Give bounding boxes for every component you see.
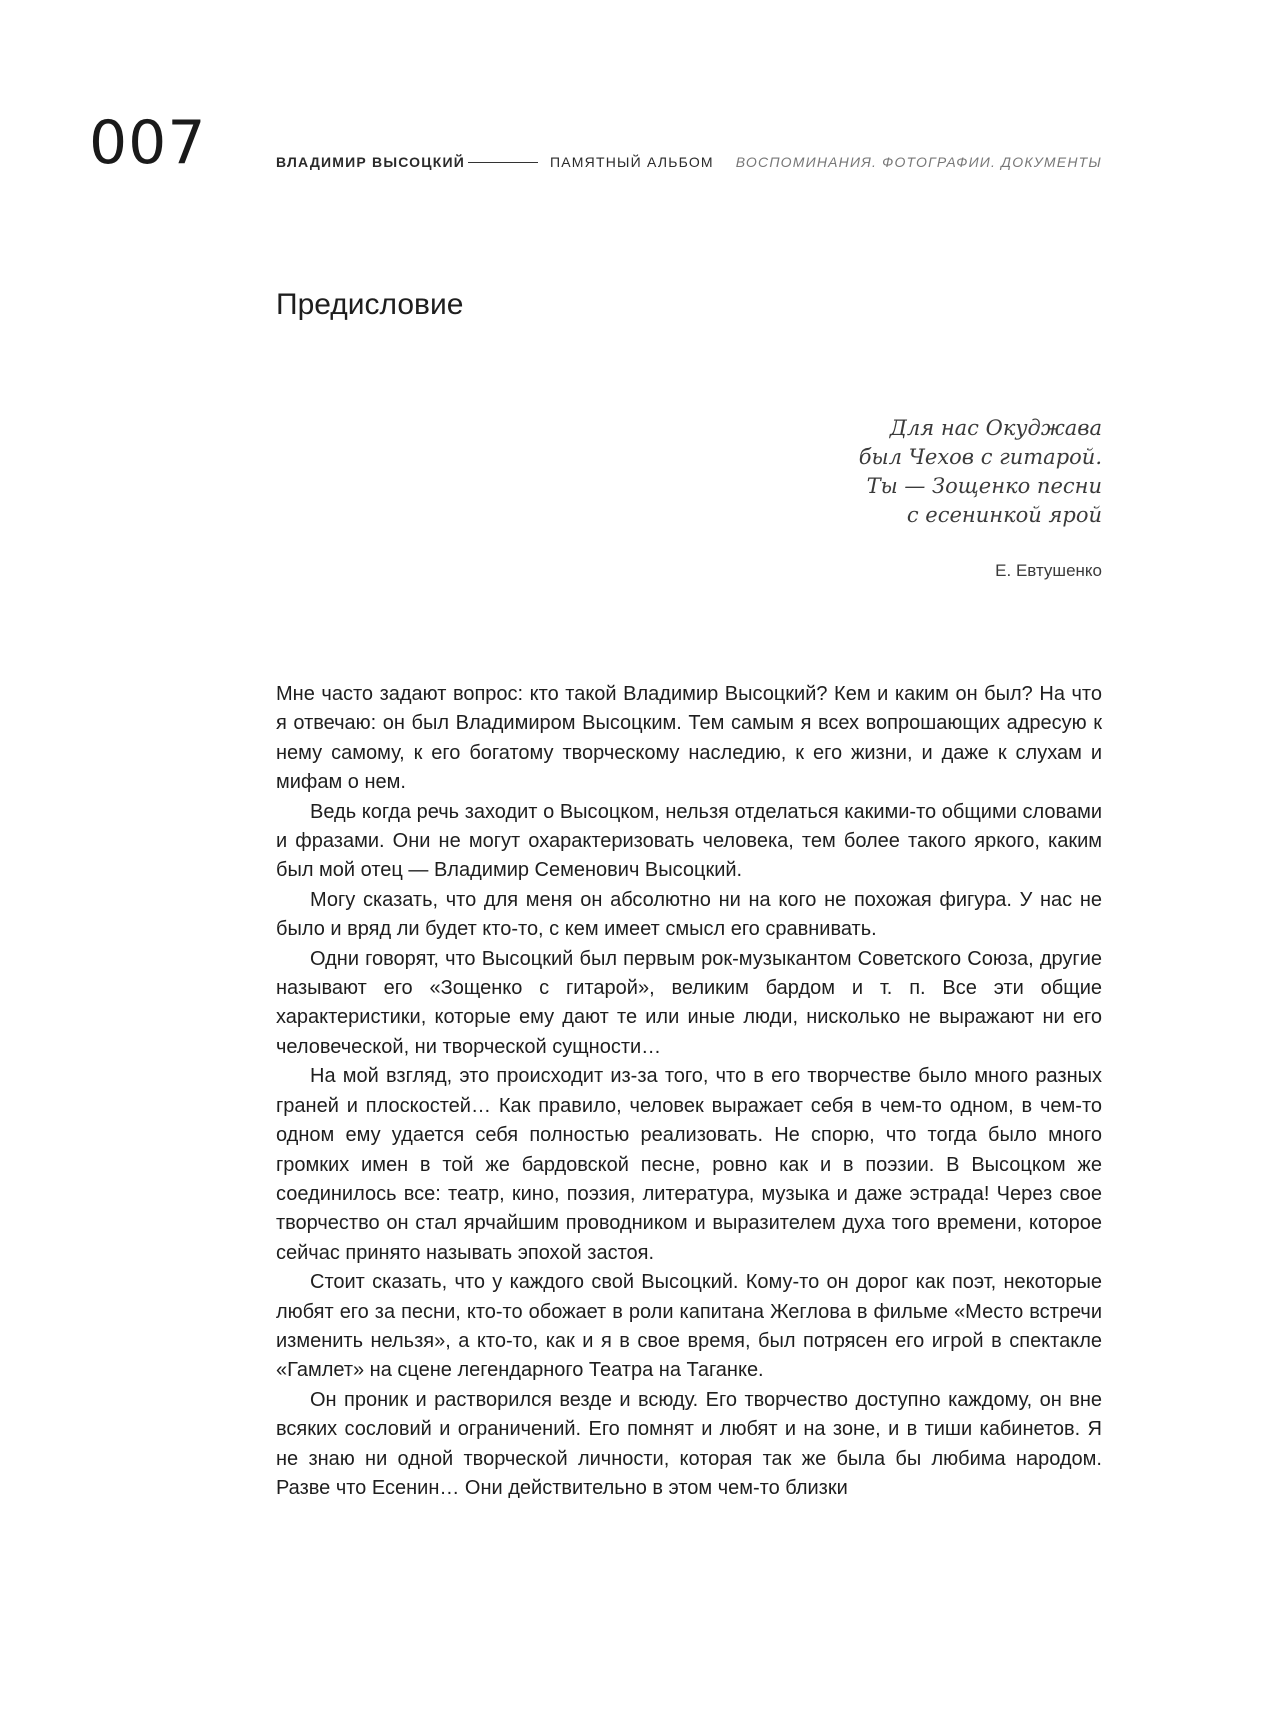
running-header <box>276 152 1102 172</box>
paragraph: Одни говорят, что Высоцкий был первым рок-музыкантом Советского Союза, другие называют его «Зощенко с гитарой», великим бардом и т. п. Все эти общие характеристики, которые ему дают те или иные люди, нисколько не выражают ни его человеческой, ни творческой сущности… <box>276 947 1102 1058</box>
paragraph: На мой взгляд, это происходит из-за того, что в его творчестве было много разных граней и плоскостей… Как правило, человек выражает себя в чем-то одном, в чем-то одном ему удается себя полностью реализовать. Не спорю, что тогда было много громких имен в той же бардовской песне, ровно как и в поэзии. В Высоцком же соединилось все: театр, кино, поэзия, литература, музыка и даже эстрада! Через свое творчество он стал ярчайшим проводником и выразителем духа того времени, которое сейчас принято называть эпохой застоя. <box>276 1065 1102 1264</box>
paragraph: Могу сказать, что для меня он абсолютно ни на кого не похожая фигура. У нас не было и вряд ли будет кто-то, с кем имеет смысл его сравнивать. <box>276 888 1102 941</box>
epigraph-line: Для нас Окуджава <box>889 416 1102 440</box>
body-text <box>276 680 1102 1503</box>
running-header-rule <box>468 162 538 163</box>
running-header-album: ПАМЯТНЫЙ АЛЬБОМ <box>550 154 714 170</box>
page-number: 007 <box>89 108 207 178</box>
epigraph-line: Ты — Зощенко песни <box>866 474 1102 498</box>
epigraph-line: с есенинкой ярой <box>906 503 1102 527</box>
epigraph-author: Е. Евтушенко <box>995 561 1102 580</box>
paragraph: Ведь когда речь заходит о Высоцком, нельзя отделаться какими-то общими словами и фразами. Они не могут охарактеризовать человека, тем более такого яркого, каким был мой отец — Владимир Семенович Высоцкий. <box>276 800 1102 882</box>
section-title: Предисловие <box>276 288 464 321</box>
running-header-author: ВЛАДИМИР ВЫСОЦКИЙ <box>276 154 465 170</box>
paragraph: Стоит сказать, что у каждого свой Высоцкий. Кому-то он дорог как поэт, некоторые любят его за песни, кто-то обожает в роли капитана Жеглова в фильме «Место встречи изменить нельзя», а кто-то, как и я в свое время, был потрясен его игрой в спектакле «Гамлет» на сцене легендарного Театра на Таганке. <box>276 1271 1102 1382</box>
running-header-subtitle: ВОСПОМИНАНИЯ. ФОТОГРАФИИ. ДОКУМЕНТЫ <box>735 154 1102 170</box>
epigraph <box>642 414 1102 582</box>
paragraph: Мне часто задают вопрос: кто такой Владимир Высоцкий? Кем и каким он был? На что я отвечаю: он был Владимиром Высоцким. Тем самым я всех вопрошающих адресую к нему самому, к его богатому творческому наследию, к его жизни, и даже к слухам и мифам о нем. <box>276 683 1102 794</box>
paragraph: Он проник и растворился везде и всюду. Его творчество доступно каждому, он вне всяких сословий и ограничений. Его помнят и любят и на зоне, и в тиши кабинетов. Я не знаю ни одной творческой личности, которая так же была бы любима народом. Разве что Есенин… Они действительно в этом чем-то близки <box>276 1388 1102 1499</box>
epigraph-line: был Чехов с гитарой. <box>858 445 1102 469</box>
